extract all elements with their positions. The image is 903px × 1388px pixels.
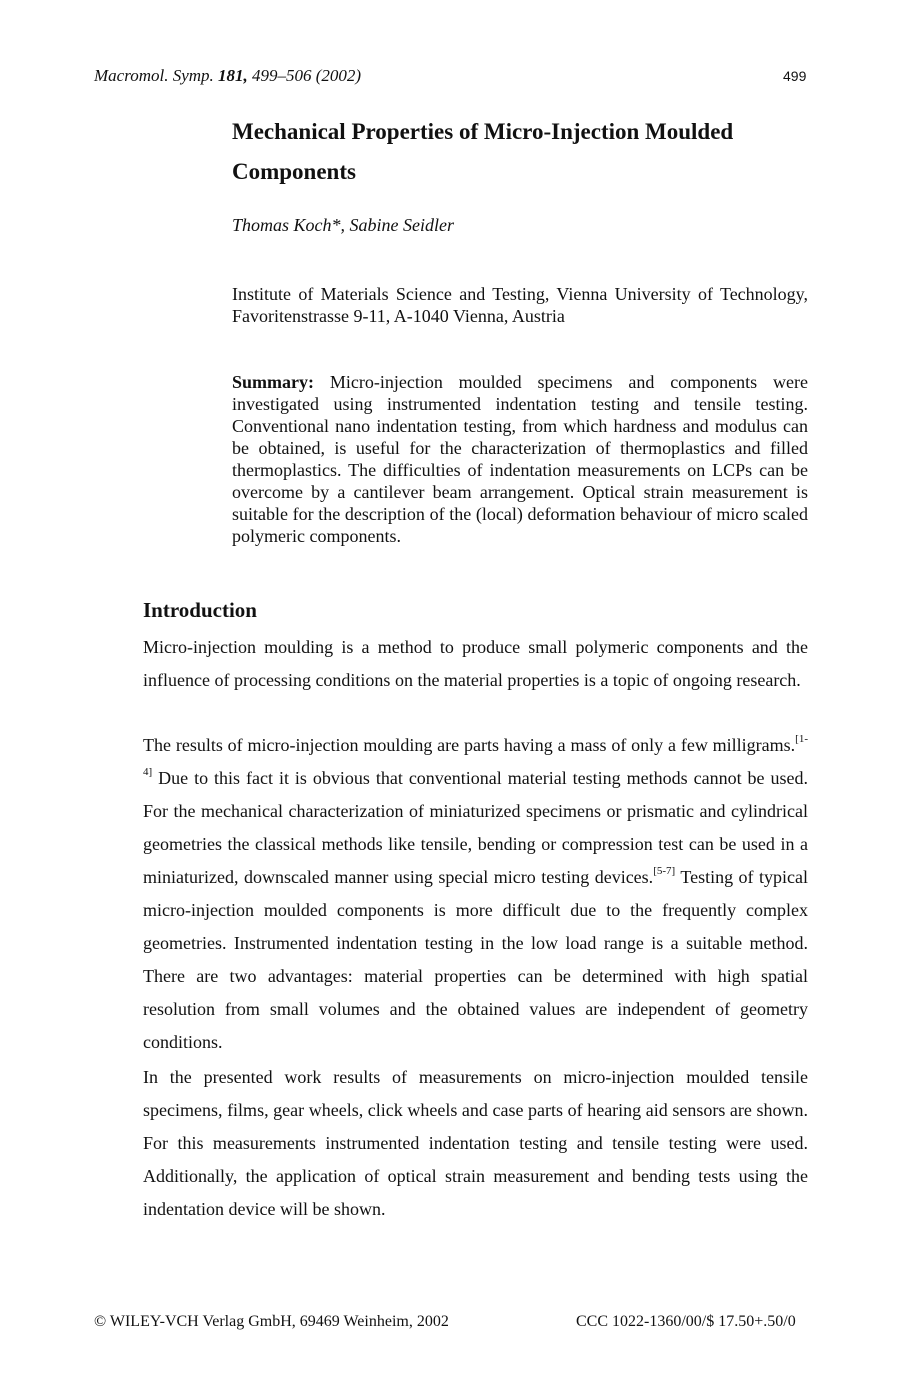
paper-title — [232, 112, 812, 192]
page-number: 499 — [783, 68, 807, 84]
journal-name: Macromol. Symp. — [94, 66, 214, 85]
ccc-code: CCC 1022-1360/00/$ 17.50+.50/0 — [576, 1313, 796, 1330]
authors: Thomas Koch*, Sabine Seidler — [232, 215, 454, 235]
journal-pages-year: 499–506 (2002) — [252, 66, 362, 85]
abstract-label: Summary: — [232, 372, 314, 392]
paragraph-text: Testing of typical micro-injection moulded components is more difficult due to the frequently complex geometries. Instrumented indentation testing in the low load range is a suitable method. There are two advantages: material properties can be determined with high spatial resolution from small volumes and the obtained values are independent of geometry conditions. — [143, 867, 808, 1052]
paragraph-text: The results of micro-injection moulding are parts having a mass of only a few milligrams. — [143, 735, 796, 755]
citation-ref: [1-4] — [143, 733, 808, 778]
intro-paragraph-1: Micro-injection moulding is a method to produce small polymeric components and the influence of processing conditions on the material properties is a topic of ongoing research. — [143, 637, 808, 690]
paper-title-line: Components — [232, 159, 356, 184]
intro-paragraph-2 — [143, 729, 808, 1059]
intro-paragraph-3: In the presented work results of measurements on micro-injection moulded tensile specimens, films, gear wheels, click wheels and case parts of hearing aid sensors are shown. For this measurements instrumented indentation testing and tensile testing were used. Additionally, the application of optical strain measurement and bending tests using the indentation device will be shown. — [143, 1067, 808, 1219]
abstract-text: Micro-injection moulded specimens and components were investigated using instrumented indentation testing and tensile testing. Conventional nano indentation testing, from which hardness and modulus can be obtained, is useful for the characterization of thermoplastics and filled thermoplastics. The difficulties of indentation measurements on LCPs can be overcome by a cantilever beam arrangement. Optical strain measurement is suitable for the description of the (local) deformation behaviour of micro scaled polymeric components. — [232, 372, 808, 546]
journal-citation — [94, 66, 361, 86]
affiliation: Institute of Materials Science and Testing, Vienna University of Technology, Favoritenstrasse 9-11, A-1040 Vienna, Austria — [232, 284, 808, 326]
citation-ref: [5-7] — [653, 865, 676, 877]
copyright-notice: © WILEY-VCH Verlag GmbH, 69469 Weinheim, 2002 — [94, 1313, 449, 1330]
journal-volume: 181, — [218, 66, 248, 85]
paragraph-text: Due to this fact it is obvious that conventional material testing methods cannot be used. For the mechanical characterization of miniaturized specimens or prismatic and cylindrical geometries the classical methods like tensile, bending or compression test can be used in a miniaturized, downscaled manner using special micro testing devices. — [143, 768, 808, 887]
paper-title-line: Mechanical Properties of Micro-Injection Moulded — [232, 119, 734, 144]
section-heading-introduction: Introduction — [143, 598, 257, 622]
abstract — [232, 371, 808, 547]
